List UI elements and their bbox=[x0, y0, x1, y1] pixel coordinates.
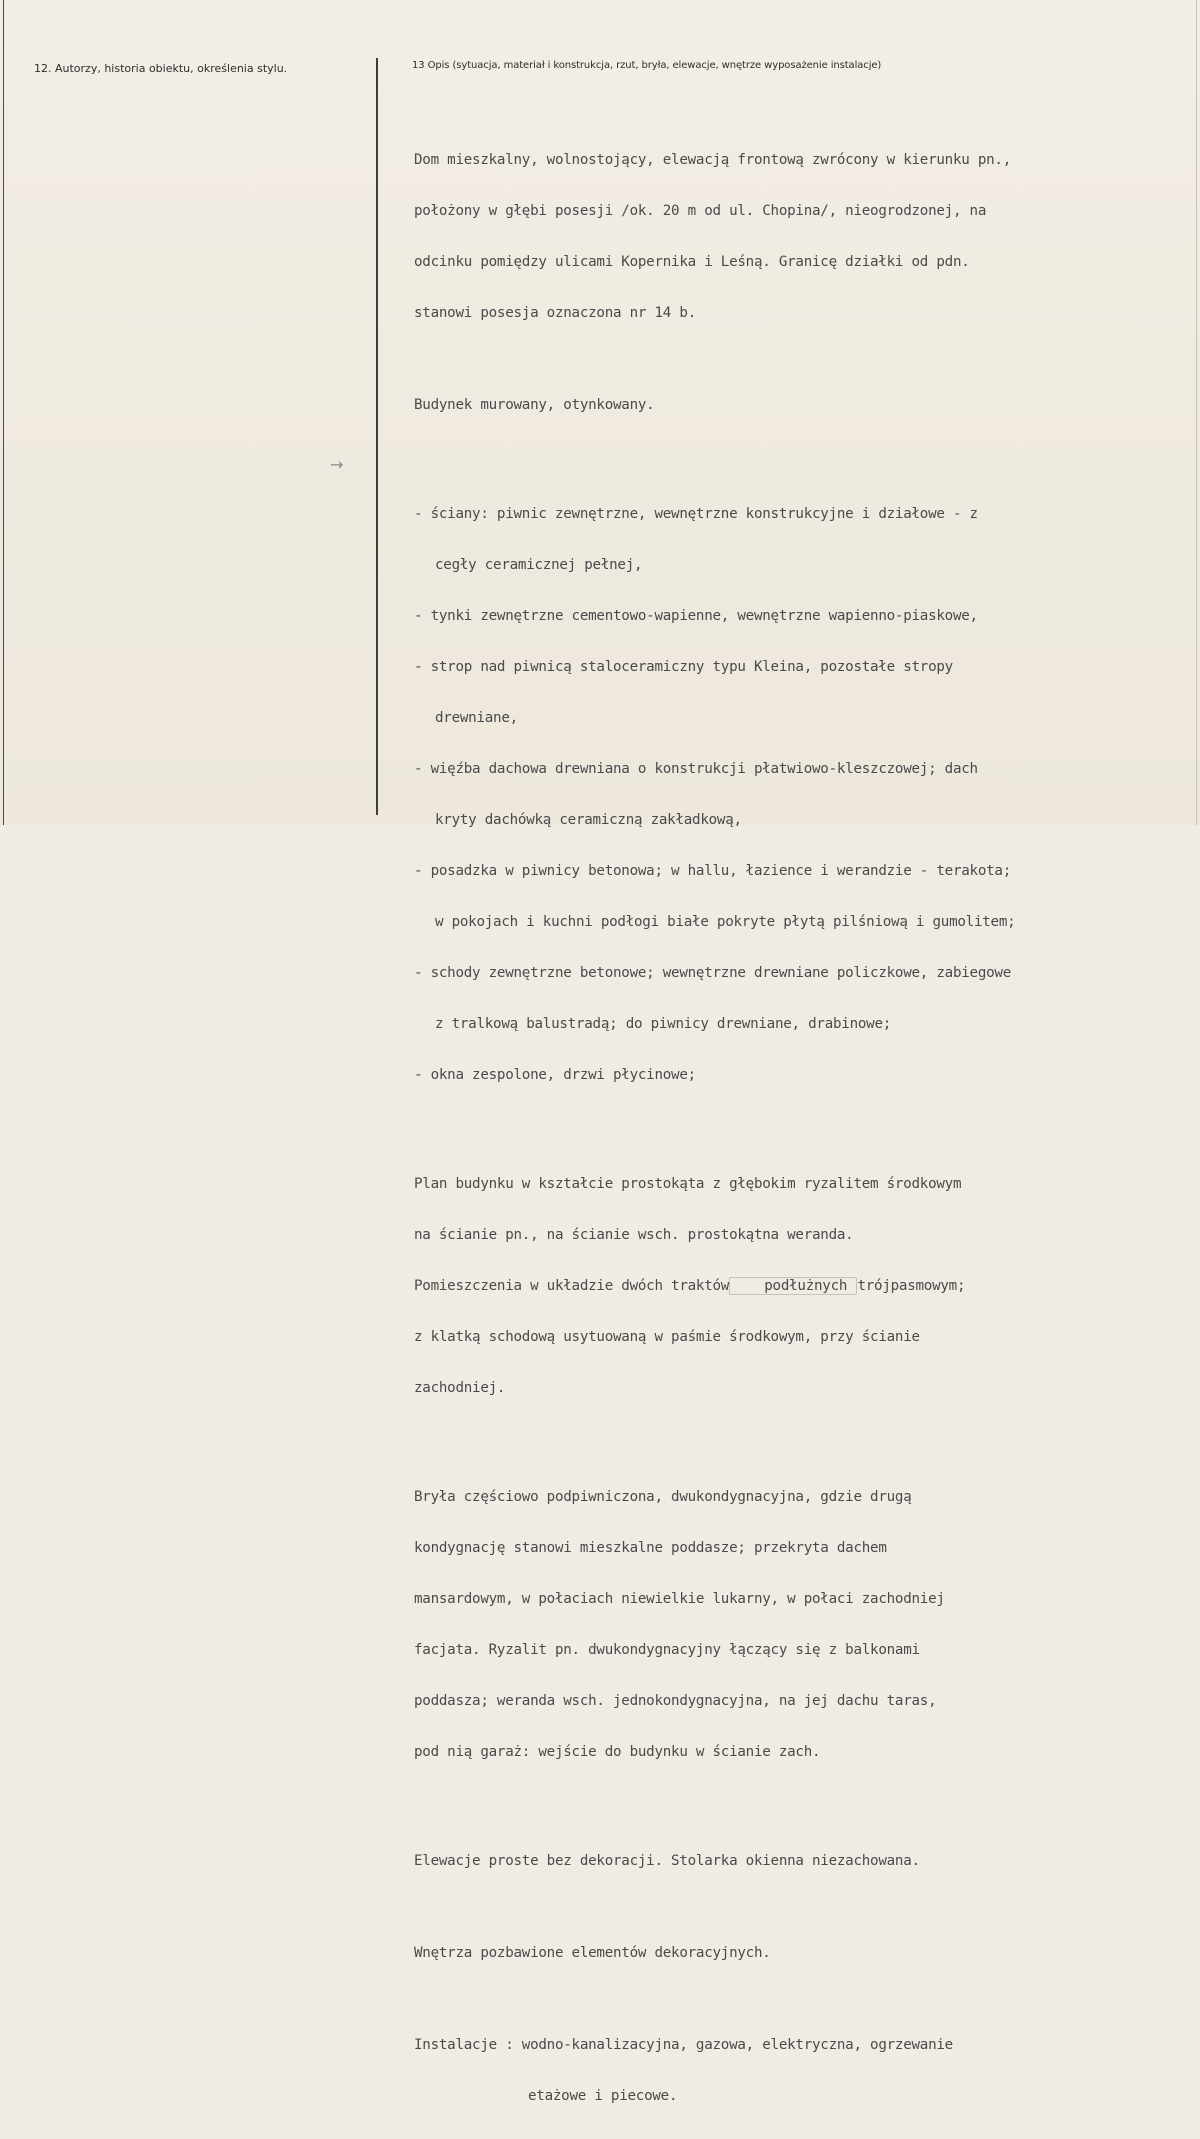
boxed-correction: podłużnych bbox=[731, 1278, 856, 1294]
text-line: odcinku pomiędzy ulicami Kopernika i Leśną. Granicę działki od pdn. bbox=[414, 254, 970, 270]
text-line: położony w głębi posesji /ok. 20 m od ul. Chopina/, nieogrodzonej, na bbox=[414, 203, 987, 219]
text-line: Dom mieszkalny, wolnostojący, elewacją frontową zwrócony w kierunku pn., bbox=[414, 152, 1011, 168]
text-line: facjata. Ryzalit pn. dwukondygnacyjny łączący się z balkonami bbox=[414, 1642, 920, 1658]
list-item: - więźba dachowa drewniana o konstrukcji płatwiowo-kleszczowej; dach bbox=[414, 761, 978, 777]
list-item-continuation: kryty dachówką ceramiczną zakładkową, bbox=[435, 812, 742, 828]
text-line: poddasza; weranda wsch. jednokondygnacyjna, na jej dachu taras, bbox=[414, 1693, 937, 1709]
text-line: Plan budynku w kształcie prostokąta z głębokim ryzalitem środkowym bbox=[414, 1176, 962, 1192]
text-line bbox=[414, 1278, 1174, 1295]
text-segment: trójpasmowym; bbox=[857, 1278, 966, 1294]
list-item: - okna zespolone, drzwi płycinowe; bbox=[414, 1067, 696, 1083]
section-13-heading: 13 Opis (sytuacja, materiał i konstrukcja, rzut, bryła, elewacje, wnętrze wyposażenie instalacje) bbox=[412, 60, 882, 71]
list-item-continuation: drewniane, bbox=[435, 710, 518, 726]
text-line: Budynek murowany, otynkowany. bbox=[414, 397, 655, 413]
description-text bbox=[414, 118, 1174, 2139]
text-line: Instalacje : wodno-kanalizacyjna, gazowa, elektryczna, ogrzewanie bbox=[414, 2037, 953, 2053]
text-line: Bryła częściowo podpiwniczona, dwukondygnacyjna, gdzie drugą bbox=[414, 1489, 912, 1505]
text-segment: Pomieszczenia w układzie dwóch traktów bbox=[414, 1278, 730, 1294]
list-item: - schody zewnętrzne betonowe; wewnętrzne drewniane policzkowe, zabiegowe bbox=[414, 965, 1011, 981]
page-right-edge bbox=[1196, 0, 1197, 825]
list-item: - strop nad piwnicą staloceramiczny typu Kleina, pozostałe stropy bbox=[414, 659, 953, 675]
page-left-edge bbox=[3, 0, 4, 825]
text-line: na ścianie pn., na ścianie wsch. prostokątna weranda. bbox=[414, 1227, 854, 1243]
text-line: mansardowym, w połaciach niewielkie lukarny, w połaci zachodniej bbox=[414, 1591, 945, 1607]
margin-arrow-icon: → bbox=[330, 455, 344, 474]
list-item-continuation: w pokojach i kuchni podłogi białe pokryte płytą pilśniową i gumolitem; bbox=[435, 914, 1016, 930]
list-item: - posadzka w piwnicy betonowa; w hallu, łazience i werandzie - terakota; bbox=[414, 863, 1011, 879]
text-line: Wnętrza pozbawione elementów dekoracyjnych. bbox=[414, 1945, 771, 1961]
list-item-continuation: z tralkową balustradą; do piwnicy drewniane, drabinowe; bbox=[435, 1016, 892, 1032]
text-line: pod nią garaż: wejście do budynku w ścianie zach. bbox=[414, 1744, 821, 1760]
list-item: - ściany: piwnic zewnętrzne, wewnętrzne konstrukcyjne i działowe - z bbox=[414, 506, 978, 522]
text-line-continuation: etażowe i piecowe. bbox=[528, 2088, 678, 2104]
text-line: z klatką schodową usytuowaną w paśmie środkowym, przy ścianie bbox=[414, 1329, 920, 1345]
text-line: Elewacje proste bez dekoracji. Stolarka okienna niezachowana. bbox=[414, 1853, 920, 1869]
text-line: stanowi posesja oznaczona nr 14 b. bbox=[414, 305, 696, 321]
text-line: kondygnację stanowi mieszkalne poddasze; przekryta dachem bbox=[414, 1540, 887, 1556]
section-12-heading: 12. Autorzy, historia obiektu, określenia stylu. bbox=[34, 62, 288, 75]
text-line: zachodniej. bbox=[414, 1380, 506, 1396]
list-item: - tynki zewnętrzne cementowo-wapienne, wewnętrzne wapienno-piaskowe, bbox=[414, 608, 978, 624]
column-divider bbox=[376, 58, 378, 815]
list-item-continuation: cegły ceramicznej pełnej, bbox=[435, 557, 643, 573]
